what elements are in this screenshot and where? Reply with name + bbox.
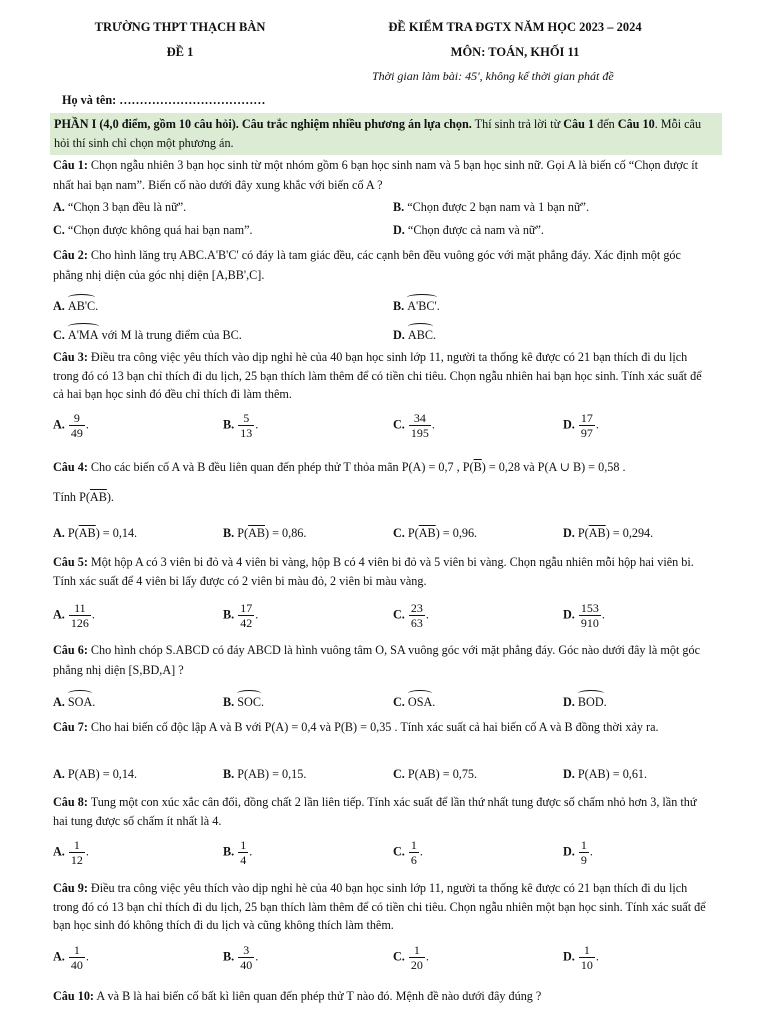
option-value: 0,96 bbox=[452, 526, 475, 540]
angle-text: SOA bbox=[67, 695, 93, 709]
option-letter: B. bbox=[393, 200, 405, 214]
option-letter: C. bbox=[393, 526, 405, 540]
option-letter: D. bbox=[563, 417, 575, 432]
question-10 bbox=[53, 986, 713, 1006]
option-letter: C. bbox=[393, 949, 405, 964]
option-text: “Chọn được cả nam và nữ”. bbox=[407, 223, 544, 237]
denominator: 910 bbox=[580, 616, 599, 630]
option-letter: B. bbox=[223, 526, 235, 540]
option-text: “Chọn được 2 bạn nam và 1 bạn nữ”. bbox=[407, 200, 590, 214]
angle-text: AB'C bbox=[67, 299, 96, 313]
fraction bbox=[579, 943, 595, 972]
option-text: “Chọn 3 bạn đều là nữ”. bbox=[67, 200, 187, 214]
option-letter: C. bbox=[53, 223, 65, 237]
prob-eq: ) = bbox=[435, 526, 453, 540]
prob-eq: ) = bbox=[605, 526, 623, 540]
question-8 bbox=[53, 793, 713, 831]
q5-option-b[interactable]: B. $\frac{17}{42}$ . bbox=[223, 601, 259, 630]
prob-prefix: P( bbox=[67, 526, 79, 540]
student-name-line: Họ và tên: ……………………………… bbox=[62, 93, 266, 107]
part1-instructions bbox=[50, 113, 722, 155]
option-letter: D. bbox=[563, 844, 575, 859]
option-letter: C. bbox=[393, 695, 405, 709]
part1-to: Câu 10 bbox=[617, 117, 655, 131]
option-letter: B. bbox=[223, 695, 235, 709]
q9-option-a[interactable]: A. $\frac{1}{40}$ . bbox=[53, 943, 89, 972]
question-4 bbox=[53, 457, 713, 477]
denominator: 195 bbox=[410, 426, 429, 440]
q8-option-a[interactable]: A. $\frac{1}{12}$ . bbox=[53, 838, 89, 867]
fraction bbox=[409, 838, 419, 867]
denominator: 97 bbox=[580, 426, 593, 440]
prob-prefix: P( bbox=[237, 526, 249, 540]
q1-option-a[interactable] bbox=[53, 198, 186, 216]
q2-option-a[interactable]: A. AB'C. bbox=[53, 299, 99, 313]
question-text: Chọn ngẫu nhiên 3 bạn học sinh từ một nhóm gồm 6 bạn học sinh nam và 5 bạn học sinh nữ. Gọi A là biến cố “Chọn được ít nhất hai bạn nam”. Biến cố nào dưới đây xung khắc với biến cố A ? bbox=[53, 158, 699, 192]
option-letter: A. bbox=[53, 844, 65, 859]
q8-option-d[interactable]: D. $\frac{1}{9}$ . bbox=[563, 838, 593, 867]
denominator: 13 bbox=[240, 426, 253, 440]
q4-option-d[interactable]: D. $P(\overline{AB}) = 0,294$. bbox=[563, 526, 654, 540]
subject: MÔN: TOÁN, KHỐI 11 bbox=[450, 45, 580, 59]
fraction bbox=[579, 411, 595, 440]
question-label: Câu 7: bbox=[53, 720, 88, 734]
numerator: 34 bbox=[409, 411, 431, 426]
denominator: 63 bbox=[410, 616, 423, 630]
denominator: 6 bbox=[410, 853, 417, 867]
question-1 bbox=[53, 155, 713, 195]
option-letter: A. bbox=[53, 607, 65, 622]
school-name: TRƯỜNG THPT THẠCH BÀN bbox=[94, 20, 266, 34]
q2-option-d[interactable]: D. ABC. bbox=[393, 328, 437, 342]
numerator: 23 bbox=[410, 601, 423, 615]
option-value: 0,294 bbox=[622, 526, 651, 540]
numerator: 1 bbox=[410, 838, 417, 852]
denominator: 40 bbox=[240, 958, 253, 972]
q4-option-b[interactable]: B. $P(\overline{AB}) = 0,86$. bbox=[223, 526, 307, 540]
option-letter: C. bbox=[393, 607, 405, 622]
option-value: 0,86 bbox=[282, 526, 304, 540]
angle-text: OSA bbox=[407, 695, 433, 709]
question-text: Một hộp A có 3 viên bi đỏ và 4 viên bi vàng, hộp B có 4 viên bi đỏ và 5 viên bi vàng. Chọn ngẫu nhiên mỗi hộp hai viên bi. Tính xác suất để 4 viên bi lấy được có 2 viên bi màu đỏ, 2 viên bi màu vàng. bbox=[53, 555, 694, 588]
question-label: Câu 5: bbox=[53, 555, 88, 569]
q7-option-a[interactable] bbox=[53, 765, 137, 783]
denominator: 12 bbox=[70, 853, 83, 867]
denominator: 10 bbox=[580, 958, 593, 972]
option-letter: B. bbox=[223, 844, 235, 859]
question-label: Câu 4: bbox=[53, 460, 88, 474]
q2-option-c[interactable] bbox=[53, 326, 242, 344]
numerator: 11 bbox=[69, 601, 91, 616]
part1-text: . Mỗi câu hỏi thí sinh chỉ chọn một phương án. bbox=[54, 117, 702, 150]
denominator: 9 bbox=[580, 853, 587, 867]
prob-prefix: P( bbox=[577, 526, 589, 540]
part1-title: PHẦN I (4,0 điểm, gồm 10 câu hỏi). Câu trắc nghiệm nhiều phương án lựa chọn. bbox=[54, 117, 472, 131]
complement-ab: $\overline{AB}$ bbox=[248, 526, 266, 540]
fraction bbox=[238, 943, 254, 972]
option-letter: D. bbox=[563, 949, 575, 964]
q5-option-d[interactable]: D. $\frac{153}{910}$ . bbox=[563, 601, 605, 630]
fraction bbox=[69, 601, 91, 630]
option-letter: C. bbox=[393, 767, 405, 781]
exam-title: ĐỀ KIỂM TRA ĐGTX NĂM HỌC 2023 – 2024 bbox=[388, 20, 642, 34]
question-3 bbox=[53, 348, 713, 404]
option-letter: A. bbox=[53, 200, 65, 214]
q3-option-d[interactable]: D. $\frac{17}{97}$ . bbox=[563, 411, 599, 440]
q9-option-d[interactable]: D. $\frac{1}{10}$ . bbox=[563, 943, 599, 972]
q8-option-c[interactable]: C. $\frac{1}{6}$ . bbox=[393, 838, 423, 867]
numerator: 3 bbox=[238, 943, 254, 958]
question-text: Điều tra công việc yêu thích vào dịp nghỉ hè của 40 bạn học sinh lớp 11, người ta thống kê được có 21 bạn thích đi du lịch trong đó có 13 bạn chỉ thích đi du lịch, 25 bạn thích làm thêm để có tiền chi tiêu. Chọn ngẫu nhiên hai bạn học sinh. Tính xác suất để cả hai bạn học sinh đó đều chỉ thích đi làm thêm. bbox=[53, 350, 702, 401]
question-text: Cho các biến cố A và B đều liên quan đến phép thử T thỏa mãn P(A) = 0,7 , P( bbox=[87, 460, 474, 474]
fraction bbox=[238, 411, 254, 440]
complement-ab: $\overline{AB}$ bbox=[588, 526, 606, 540]
complement-ab: $\overline{AB}$ bbox=[78, 526, 96, 540]
complement-ab: $\overline{AB}$ bbox=[418, 526, 436, 540]
q6-option-b[interactable]: B. SOC. bbox=[223, 695, 264, 709]
q9-option-c[interactable]: C. $\frac{1}{20}$ . bbox=[393, 943, 429, 972]
fraction bbox=[409, 411, 431, 440]
option-letter: A. bbox=[53, 949, 65, 964]
q3-option-a[interactable]: A. $\frac{9}{49}$ . bbox=[53, 411, 89, 440]
q6-option-d[interactable]: D. BOD. bbox=[563, 695, 607, 709]
question-9 bbox=[53, 879, 713, 935]
q6-option-a[interactable]: A. SOA. bbox=[53, 695, 96, 709]
question-text: Cho hai biến cố độc lập A và B với P(A) = 0,4 và P(B) = 0,35 . Tính xác suất cả hai biến cố A và B đồng thời xảy ra. bbox=[87, 720, 659, 734]
question-2 bbox=[53, 245, 713, 285]
fraction bbox=[69, 943, 85, 972]
option-text: P(AB) = 0,75. bbox=[407, 767, 478, 781]
complement-b: $\overline{B}$ bbox=[473, 460, 482, 474]
q9-option-b[interactable]: B. $\frac{3}{40}$ . bbox=[223, 943, 259, 972]
question-6 bbox=[53, 640, 713, 680]
option-letter: A. bbox=[53, 299, 65, 313]
part1-text: Thí sinh trả lời từ bbox=[471, 117, 564, 131]
question-5 bbox=[53, 553, 713, 591]
option-letter: C. bbox=[53, 328, 65, 342]
question-text: Điều tra công việc yêu thích vào dịp nghỉ hè của 40 bạn học sinh lớp 11, người ta thống kê được có 21 bạn thích đi du lịch trong đó có 13 bạn chỉ thích đi du lịch, 25 bạn thích làm thêm để có tiền chi tiêu. Chọn ngẫu nhiên một bạn học sinh. Tính xác suất để bạn học sinh đó không thích đi du lịch và cũng không thích làm thêm. bbox=[53, 881, 706, 932]
question-label: Câu 3: bbox=[53, 350, 88, 364]
q6-option-c[interactable]: C. OSA. bbox=[393, 695, 436, 709]
question-text: ) = 0,28 và P(A ∪ B) = 0,58 . bbox=[481, 460, 626, 474]
option-letter: A. bbox=[53, 695, 65, 709]
question-label: Câu 1: bbox=[53, 158, 88, 172]
numerator: 1 bbox=[409, 943, 425, 958]
option-letter: A. bbox=[53, 526, 65, 540]
option-letter: D. bbox=[563, 607, 575, 622]
fraction bbox=[579, 601, 601, 630]
question-text: Tính P( bbox=[53, 490, 90, 504]
question-label: Câu 8: bbox=[53, 795, 88, 809]
q1-option-c[interactable] bbox=[53, 221, 253, 239]
question-label: Câu 9: bbox=[53, 881, 88, 895]
angle-text: A'BC' bbox=[407, 299, 437, 313]
numerator: 1 bbox=[69, 943, 85, 958]
question-text: Cho hình chóp S.ABCD có đáy ABCD là hình vuông tâm O, SA vuông góc với mặt phẳng đáy. Góc nào dưới đây là một góc phẳng nhị diện bbox=[53, 643, 700, 677]
option-letter: B. bbox=[223, 607, 235, 622]
part1-from: Câu 1 bbox=[563, 117, 595, 131]
angle-text: SOC bbox=[237, 695, 261, 709]
fraction bbox=[238, 601, 254, 630]
q2-option-b[interactable]: B. A'BC'. bbox=[393, 299, 440, 313]
q7-option-b[interactable] bbox=[223, 765, 306, 783]
fraction bbox=[409, 943, 425, 972]
prob-prefix: P( bbox=[407, 526, 419, 540]
exam-code: ĐỀ 1 bbox=[166, 45, 194, 59]
angle-text: A'MA bbox=[67, 328, 99, 342]
option-letter: B. bbox=[223, 767, 235, 781]
option-letter: D. bbox=[393, 223, 405, 237]
option-letter: C. bbox=[393, 417, 405, 432]
angle-text: ABC bbox=[407, 328, 433, 342]
question-text: Cho hình lăng trụ ABC.A'B'C' có đáy là tam giác đều, các cạnh bên đều vuông góc với mặt phẳng đáy. Xác định một góc phẳng nhị diện của góc nhị diện bbox=[53, 248, 681, 282]
fraction bbox=[579, 838, 589, 867]
option-letter: B. bbox=[223, 949, 235, 964]
denominator: 4 bbox=[240, 853, 247, 867]
fraction bbox=[409, 601, 425, 630]
q7-option-d[interactable] bbox=[563, 765, 647, 783]
prob-eq: ) = bbox=[265, 526, 283, 540]
numerator: 1 bbox=[69, 838, 85, 853]
question-7 bbox=[53, 716, 713, 738]
question-text: ). bbox=[106, 490, 114, 504]
option-text: P(AB) = 0,15. bbox=[237, 767, 307, 781]
option-letter: A. bbox=[53, 767, 65, 781]
option-value: 0,14 bbox=[112, 526, 135, 540]
question-text: A và B là hai biến cố bất kì liên quan đến phép thử T nào đó. Mệnh đề nào dưới đây đúng ? bbox=[93, 989, 542, 1003]
option-text: P(AB) = 0,14. bbox=[67, 767, 138, 781]
q8-option-b[interactable]: B. $\frac{1}{4}$ . bbox=[223, 838, 253, 867]
part1-text: đến bbox=[594, 117, 618, 131]
q5-option-a[interactable]: A. $\frac{11}{126}$ . bbox=[53, 601, 95, 630]
question-4-line-2 bbox=[53, 487, 713, 507]
question-label: Câu 10: bbox=[53, 989, 94, 1003]
question-label: Câu 6: bbox=[53, 643, 88, 657]
numerator: 153 bbox=[580, 601, 599, 615]
numerator: 1 bbox=[579, 943, 595, 958]
option-text: “Chọn được không quá hai bạn nam”. bbox=[67, 223, 253, 237]
option-letter: A. bbox=[53, 417, 65, 432]
question-text: ? bbox=[175, 663, 184, 677]
question-text: . bbox=[261, 268, 265, 282]
option-letter: D. bbox=[393, 328, 405, 342]
question-label: Câu 2: bbox=[53, 248, 88, 262]
numerator: 17 bbox=[240, 601, 253, 615]
q1-option-b[interactable] bbox=[393, 198, 589, 216]
q3-option-c[interactable]: C. $\frac{34}{195}$ . bbox=[393, 411, 435, 440]
option-letter: D. bbox=[563, 695, 575, 709]
q4-option-a[interactable]: A. $P(\overline{AB}) = 0,14$. bbox=[53, 526, 138, 540]
option-letter: B. bbox=[393, 299, 405, 313]
numerator: 9 bbox=[69, 411, 85, 426]
dihedral-bracket: [S,BD,A] bbox=[128, 663, 176, 677]
denominator: 49 bbox=[70, 426, 83, 440]
option-text: với M là trung điểm của BC. bbox=[98, 328, 242, 342]
angle-text: BOD bbox=[577, 695, 604, 709]
q5-option-c[interactable]: C. $\frac{23}{63}$ . bbox=[393, 601, 429, 630]
option-text: P(AB) = 0,61. bbox=[577, 767, 648, 781]
fraction bbox=[238, 838, 248, 867]
option-letter: C. bbox=[393, 844, 405, 859]
question-text: Tung một con xúc xắc cân đối, đồng chất 2 lần liên tiếp. Tính xác suất để lần thứ nhất tung được số chấm nhỏ hơn 3, lần thứ hai tung được số chấm ít nhất là 4. bbox=[53, 795, 697, 828]
option-letter: D. bbox=[563, 526, 575, 540]
q3-option-b[interactable]: B. $\frac{5}{13}$ . bbox=[223, 411, 259, 440]
time-note: Thời gian làm bài: 45', không kể thời gian phát đề bbox=[372, 69, 614, 83]
q1-option-d[interactable] bbox=[393, 221, 544, 239]
option-letter: B. bbox=[223, 417, 235, 432]
denominator: 42 bbox=[240, 616, 253, 630]
numerator: 1 bbox=[240, 838, 247, 852]
option-letter: D. bbox=[563, 767, 575, 781]
numerator: 1 bbox=[580, 838, 587, 852]
fraction bbox=[69, 411, 85, 440]
fraction bbox=[69, 838, 85, 867]
prob-eq: ) = bbox=[95, 526, 113, 540]
denominator: 126 bbox=[70, 616, 89, 630]
numerator: 5 bbox=[238, 411, 254, 426]
numerator: 17 bbox=[580, 411, 593, 425]
denominator: 40 bbox=[70, 958, 83, 972]
q7-option-c[interactable] bbox=[393, 765, 477, 783]
q4-option-c[interactable]: C. $P(\overline{AB}) = 0,96$. bbox=[393, 526, 478, 540]
denominator: 20 bbox=[410, 958, 423, 972]
complement-ab: $\overline{AB}$ bbox=[89, 490, 107, 504]
dihedral-bracket: [A,BB',C] bbox=[211, 268, 262, 282]
